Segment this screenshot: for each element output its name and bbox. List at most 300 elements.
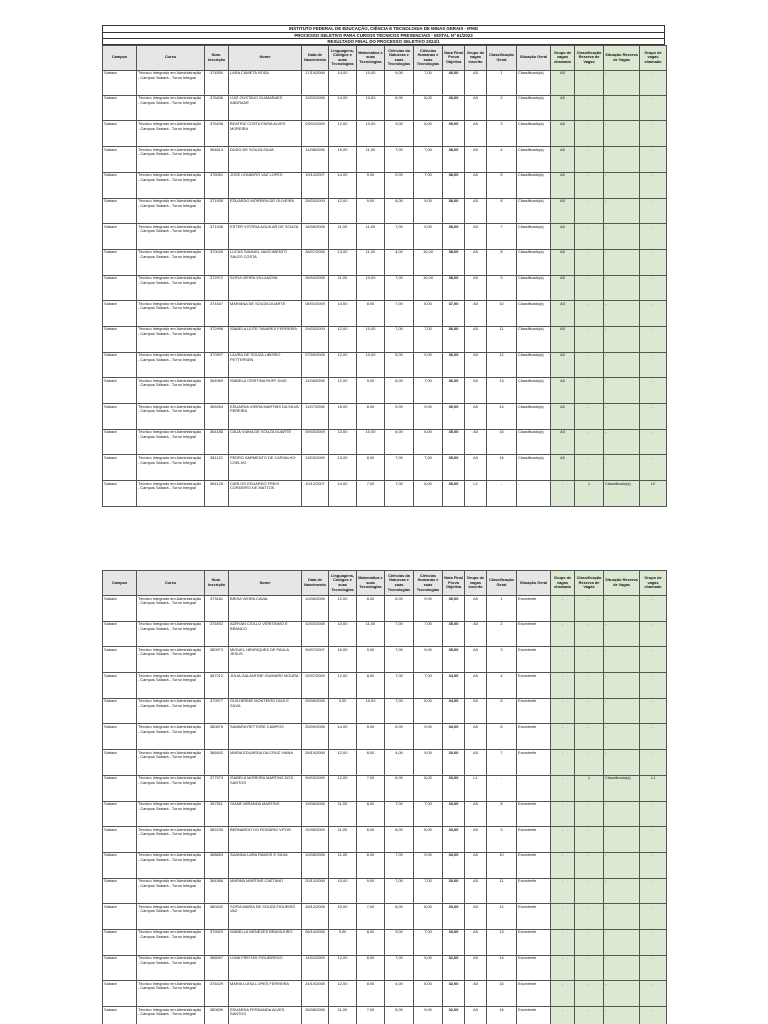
cell-campus: Sabará: [103, 198, 137, 224]
cell-general-status: Excedente: [517, 904, 551, 930]
cell-reserve-status: -: [604, 698, 640, 724]
cell-registration-number: 372998: [205, 326, 229, 352]
cell-course: Técnico Integrado em Administração - Campus Sabará - Turno Integral: [137, 70, 205, 95]
cell-score-math: 8,00: [357, 455, 385, 481]
cell-birth-date: 11/06/2008: [302, 378, 329, 404]
cell-score-languages: 11,00: [329, 801, 357, 827]
cell-birth-date: 28/07/2008: [302, 249, 329, 275]
cell-registration-number: 364128: [205, 481, 229, 507]
cell-group-called: -: [551, 673, 575, 699]
cell-score-natural-sciences: 7,00: [385, 481, 414, 507]
cell-group-enrolled: A0: [465, 724, 487, 750]
results-table-1: [102, 45, 667, 507]
cell-course: Técnico Integrado em Administração - Campus Sabará - Turno Integral: [137, 1007, 205, 1024]
cell-group-enrolled: A0: [465, 904, 487, 930]
cell-general-rank: -: [487, 775, 517, 801]
cell-score-math: 8,00: [357, 673, 385, 699]
cell-name: EDUARDO MOREIRA DE OLIVEIRA: [229, 198, 302, 224]
cell-reserve-group-called: -: [640, 301, 667, 327]
cell-group-enrolled: A0: [465, 827, 487, 853]
cell-score-languages: 9,00: [329, 929, 357, 955]
cell-registration-number: 380432: [205, 904, 229, 930]
cell-campus: Sabará: [103, 147, 137, 173]
cell-registration-number: 371935: [205, 198, 229, 224]
cell-registration-number: 367212: [205, 673, 229, 699]
cell-general-status: Classificado(a): [517, 172, 551, 198]
cell-course: Técnico Integrado em Administração - Campus Sabará - Turno Integral: [137, 955, 205, 981]
cell-reserve-group-called: -: [640, 198, 667, 224]
cell-birth-date: 09/03/2009: [302, 775, 329, 801]
cell-score-math: 8,00: [357, 929, 385, 955]
cell-campus: Sabará: [103, 904, 137, 930]
cell-group-enrolled: L1: [465, 775, 487, 801]
cell-score-natural-sciences: 8,00: [385, 198, 414, 224]
cell-reserve-group-called: -: [640, 275, 667, 301]
table-header: [103, 571, 667, 596]
cell-registration-number: 364969: [205, 378, 229, 404]
cell-final-score: 32,00: [443, 1007, 465, 1024]
cell-general-rank: 15: [487, 981, 517, 1007]
cell-group-enrolled: A0: [465, 70, 487, 95]
cell-name: ISABELLA MENEZES BRASILEIRO: [229, 929, 302, 955]
table-row: [103, 904, 667, 930]
cell-registration-number: 370907: [205, 352, 229, 378]
table-row: [103, 378, 667, 404]
cell-reserve-status: -: [604, 955, 640, 981]
cell-birth-date: 29/03/2009: [302, 326, 329, 352]
cell-final-score: 34,00: [443, 698, 465, 724]
table-row: [103, 698, 667, 724]
cell-final-score: 33,00: [443, 852, 465, 878]
cell-group-enrolled: A0: [465, 981, 487, 1007]
cell-general-rank: 2: [487, 621, 517, 647]
cell-score-natural-sciences: 7,00: [385, 955, 414, 981]
cell-name: MARIANA DE SOUZA DUARTE: [229, 301, 302, 327]
cell-registration-number: 372972: [205, 275, 229, 301]
cell-final-score: 33,00: [443, 929, 465, 955]
cell-general-status: Excedente: [517, 878, 551, 904]
header-reserve-status: Situação Reserva de Vagas: [604, 45, 640, 70]
cell-score-natural-sciences: 7,00: [385, 301, 414, 327]
cell-score-math: 8,00: [357, 981, 385, 1007]
cell-reserve-rank: -: [575, 596, 604, 622]
cell-birth-date: 10/02/2008: [302, 621, 329, 647]
cell-score-natural-sciences: 7,00: [385, 698, 414, 724]
cell-group-called: -: [551, 827, 575, 853]
cell-general-status: -: [517, 775, 551, 801]
cell-final-score: 35,00: [443, 455, 465, 481]
cell-reserve-rank: -: [575, 429, 604, 455]
cell-course: Técnico Integrado em Administração - Campus Sabará - Turno Integral: [137, 852, 205, 878]
cell-reserve-group-called: -: [640, 904, 667, 930]
table-row: [103, 878, 667, 904]
cell-final-score: 32,00: [443, 955, 465, 981]
cell-score-human-sciences: 9,00: [414, 596, 443, 622]
cell-campus: Sabará: [103, 172, 137, 198]
cell-group-called: -: [551, 878, 575, 904]
cell-general-rank: -: [487, 481, 517, 507]
cell-campus: Sabará: [103, 224, 137, 250]
cell-final-score: 36,00: [443, 378, 465, 404]
cell-reserve-status: -: [604, 673, 640, 699]
cell-campus: Sabará: [103, 249, 137, 275]
cell-reserve-status: -: [604, 852, 640, 878]
cell-registration-number: 379929: [205, 929, 229, 955]
cell-course: Técnico Integrado em Administração - Campus Sabará - Turno Integral: [137, 326, 205, 352]
cell-score-human-sciences: 7,00: [414, 878, 443, 904]
cell-score-natural-sciences: 7,00: [385, 147, 414, 173]
cell-registration-number: 367511: [205, 801, 229, 827]
cell-general-status: Classificado(a): [517, 275, 551, 301]
cell-reserve-group-called: L1: [640, 775, 667, 801]
cell-campus: Sabará: [103, 1007, 137, 1024]
cell-score-human-sciences: 7,00: [414, 801, 443, 827]
cell-score-human-sciences: 9,00: [414, 852, 443, 878]
cell-group-enrolled: A0: [465, 750, 487, 776]
cell-final-score: 40,00: [443, 95, 465, 121]
cell-general-rank: 9: [487, 827, 517, 853]
cell-name: JÚLIA GALANTINE GUIMARD MOURA: [229, 673, 302, 699]
cell-birth-date: 09/07/2007: [302, 647, 329, 673]
cell-campus: Sabará: [103, 352, 137, 378]
cell-final-score: 38,00: [443, 275, 465, 301]
cell-group-enrolled: A0: [465, 378, 487, 404]
cell-name: SUANNA LARA RAMOS E SILVA: [229, 852, 302, 878]
cell-group-called: -: [551, 981, 575, 1007]
cell-name: MARINA MARTINS CAETANO: [229, 878, 302, 904]
cell-name: LUIZ GUSTAVO GUIMARAES ANDRADE: [229, 95, 302, 121]
cell-group-called: A0: [551, 326, 575, 352]
cell-general-rank: 6: [487, 724, 517, 750]
cell-final-score: 32,00: [443, 981, 465, 1007]
cell-name: MIGUEL HENRIQUES DE PAULA JESUS: [229, 647, 302, 673]
cell-reserve-rank: -: [575, 750, 604, 776]
cell-reserve-group-called: -: [640, 878, 667, 904]
cell-name: SOFIA MARIA DE SOUZA FIGUEIRÓ VAZ: [229, 904, 302, 930]
cell-score-languages: 12,00: [329, 198, 357, 224]
cell-reserve-rank: -: [575, 827, 604, 853]
table-row: [103, 429, 667, 455]
cell-reserve-rank: -: [575, 801, 604, 827]
table-row: [103, 955, 667, 981]
cell-reserve-group-called: -: [640, 249, 667, 275]
cell-name: LUCAS SAMUEL NASCIMENTO SALES COSTA: [229, 249, 302, 275]
cell-group-enrolled: A0: [465, 852, 487, 878]
cell-general-rank: 1: [487, 596, 517, 622]
cell-score-languages: 11,00: [329, 1007, 357, 1024]
cell-course: Técnico Integrado em Administração - Campus Sabará - Turno Integral: [137, 775, 205, 801]
cell-reserve-status: -: [604, 647, 640, 673]
header-reserve-rank: Classificação Reserva de Vagas: [575, 45, 604, 70]
header-group-enrolled: Grupo de vagas inscrito: [465, 571, 487, 596]
cell-general-rank: 11: [487, 878, 517, 904]
cell-score-natural-sciences: 7,00: [385, 647, 414, 673]
cell-registration-number: 370049: [205, 249, 229, 275]
cell-general-rank: 10: [487, 852, 517, 878]
cell-course: Técnico Integrado em Administração - Campus Sabará - Turno Integral: [137, 647, 205, 673]
cell-campus: Sabará: [103, 673, 137, 699]
cell-name: ISABELA CRISTINA RUFF DIAS: [229, 378, 302, 404]
cell-final-score: 33,00: [443, 904, 465, 930]
cell-general-status: Classificado(a): [517, 301, 551, 327]
cell-campus: Sabará: [103, 852, 137, 878]
cell-score-human-sciences: 9,00: [414, 1007, 443, 1024]
cell-group-enrolled: A0: [465, 698, 487, 724]
cell-registration-number: 377973: [205, 775, 229, 801]
cell-registration-number: 370977: [205, 698, 229, 724]
cell-score-languages: 10,00: [329, 647, 357, 673]
cell-score-natural-sciences: 7,00: [385, 878, 414, 904]
cell-general-rank: 12: [487, 904, 517, 930]
cell-reserve-group-called: -: [640, 378, 667, 404]
cell-group-enrolled: A0: [465, 224, 487, 250]
cell-group-called: -: [551, 698, 575, 724]
cell-birth-date: 11/08/2008: [302, 147, 329, 173]
cell-score-natural-sciences: 5,00: [385, 352, 414, 378]
cell-registration-number: 376406: [205, 95, 229, 121]
cell-general-status: Excedente: [517, 929, 551, 955]
cell-score-math: 10,00: [357, 326, 385, 352]
cell-score-math: 11,00: [357, 249, 385, 275]
cell-name: MARIA EDUARDA DA CRUZ VIANA: [229, 750, 302, 776]
cell-reserve-status: -: [604, 621, 640, 647]
cell-reserve-status: -: [604, 224, 640, 250]
cell-registration-number: 364613: [205, 147, 229, 173]
cell-group-called: A0: [551, 301, 575, 327]
cell-reserve-group-called: -: [640, 429, 667, 455]
cell-score-languages: 11,00: [329, 224, 357, 250]
cell-general-rank: 13: [487, 929, 517, 955]
cell-reserve-group-called: L2: [640, 481, 667, 507]
cell-group-enrolled: A0: [465, 1007, 487, 1024]
cell-name: CAUÃ VIANA DE SOUZA DUARTE: [229, 429, 302, 455]
cell-general-rank: 13: [487, 378, 517, 404]
cell-score-languages: 15,00: [329, 404, 357, 430]
cell-campus: Sabará: [103, 878, 137, 904]
cell-score-languages: 11,00: [329, 827, 357, 853]
cell-registration-number: 380973: [205, 647, 229, 673]
cell-score-math: 10,00: [357, 121, 385, 147]
header-score-human-sciences: Ciências Humanas e suas Tecnologias: [414, 571, 443, 596]
cell-reserve-rank: -: [575, 955, 604, 981]
cell-group-called: -: [551, 596, 575, 622]
cell-campus: Sabará: [103, 647, 137, 673]
cell-score-languages: 10,00: [329, 904, 357, 930]
cell-score-math: 8,00: [357, 955, 385, 981]
header-registration-number: Núm. Inscrição: [205, 571, 229, 596]
cell-score-math: 10,00: [357, 275, 385, 301]
cell-course: Técnico Integrado em Administração - Campus Sabará - Turno Integral: [137, 801, 205, 827]
header-group-enrolled: Grupo de vagas inscrito: [465, 45, 487, 70]
cell-score-human-sciences: 8,00: [414, 301, 443, 327]
cell-name: DUDO DE SOUZA SILVA: [229, 147, 302, 173]
header-general-rank: Classificação Geral: [487, 571, 517, 596]
cell-birth-date: 20/12/2008: [302, 878, 329, 904]
cell-final-score: 39,00: [443, 121, 465, 147]
cell-score-human-sciences: 6,00: [414, 429, 443, 455]
cell-reserve-group-called: -: [640, 224, 667, 250]
cell-course: Técnico Integrado em Administração - Campus Sabará - Turno Integral: [137, 481, 205, 507]
cell-score-math: 9,00: [357, 172, 385, 198]
table-row: [103, 249, 667, 275]
cell-reserve-group-called: -: [640, 852, 667, 878]
cell-group-called: A0: [551, 95, 575, 121]
cell-general-status: Excedente: [517, 647, 551, 673]
cell-score-languages: 10,00: [329, 621, 357, 647]
cell-registration-number: 375438: [205, 121, 229, 147]
cell-name: BRISA VIEIRA CAVAL: [229, 596, 302, 622]
cell-reserve-group-called: -: [640, 352, 667, 378]
cell-campus: Sabará: [103, 429, 137, 455]
cell-course: Técnico Integrado em Administração - Campus Sabará - Turno Integral: [137, 981, 205, 1007]
table-row: [103, 827, 667, 853]
cell-registration-number: 364188: [205, 429, 229, 455]
cell-general-status: Excedente: [517, 827, 551, 853]
header-score-languages: Linguagens, Códigos e suas Tecnologias: [329, 571, 357, 596]
table-row: [103, 198, 667, 224]
cell-score-natural-sciences: 9,00: [385, 70, 414, 95]
cell-general-rank: 8: [487, 801, 517, 827]
cell-score-natural-sciences: 8,00: [385, 827, 414, 853]
cell-reserve-rank: -: [575, 224, 604, 250]
cell-general-status: Excedente: [517, 698, 551, 724]
cell-name: BERNARDO DO ROSÁRIO VITOR: [229, 827, 302, 853]
cell-course: Técnico Integrado em Administração - Campus Sabará - Turno Integral: [137, 198, 205, 224]
cell-general-rank: 6: [487, 198, 517, 224]
cell-group-called: A0: [551, 70, 575, 95]
cell-reserve-rank: -: [575, 404, 604, 430]
cell-group-enrolled: A0: [465, 147, 487, 173]
cell-campus: Sabará: [103, 481, 137, 507]
header-course: Curso: [137, 45, 205, 70]
cell-campus: Sabará: [103, 378, 137, 404]
cell-general-rank: 8: [487, 249, 517, 275]
cell-birth-date: 09/06/2008: [302, 698, 329, 724]
cell-campus: Sabará: [103, 275, 137, 301]
cell-name: PEDRO SARMENTO DE CARVALHO COELHO: [229, 455, 302, 481]
cell-score-natural-sciences: 8,00: [385, 378, 414, 404]
cell-registration-number: 380639: [205, 1007, 229, 1024]
cell-group-enrolled: A0: [465, 955, 487, 981]
cell-course: Técnico Integrado em Administração - Campus Sabará - Turno Integral: [137, 378, 205, 404]
cell-reserve-status: -: [604, 981, 640, 1007]
cell-score-languages: 13,00: [329, 429, 357, 455]
cell-registration-number: 373181: [205, 596, 229, 622]
cell-general-status: Classificado(a): [517, 95, 551, 121]
cell-course: Técnico Integrado em Administração - Campus Sabará - Turno Integral: [137, 301, 205, 327]
cell-name: ISABELA MOREIRA MARTINS DOS SANTOS: [229, 775, 302, 801]
cell-final-score: 35,00: [443, 621, 465, 647]
cell-score-languages: 13,00: [329, 455, 357, 481]
cell-reserve-status: -: [604, 326, 640, 352]
cell-campus: Sabará: [103, 698, 137, 724]
header-name: Nome: [229, 45, 302, 70]
cell-score-human-sciences: 7,00: [414, 621, 443, 647]
cell-reserve-status: -: [604, 70, 640, 95]
cell-reserve-group-called: -: [640, 121, 667, 147]
cell-name: GIANE MIRANDA MARTINS: [229, 801, 302, 827]
table-row: [103, 621, 667, 647]
cell-general-status: Classificado(a): [517, 378, 551, 404]
cell-birth-date: 17/10/2008: [302, 70, 329, 95]
cell-reserve-rank: -: [575, 95, 604, 121]
cell-general-status: Classificado(a): [517, 326, 551, 352]
table-row: [103, 70, 667, 95]
cell-general-status: Classificado(a): [517, 455, 551, 481]
table-row: [103, 404, 667, 430]
cell-campus: Sabará: [103, 981, 137, 1007]
cell-course: Técnico Integrado em Administração - Campus Sabará - Turno Integral: [137, 621, 205, 647]
cell-birth-date: 05/04/2008: [302, 275, 329, 301]
cell-general-status: Classificado(a): [517, 147, 551, 173]
cell-general-status: Excedente: [517, 724, 551, 750]
table-row: [103, 147, 667, 173]
cell-score-math: 10,00: [357, 698, 385, 724]
cell-final-score: 33,00: [443, 827, 465, 853]
cell-group-enrolled: A0: [465, 326, 487, 352]
institution-title: INSTITUTO FEDERAL DE EDUCAÇÃO, CIÊNCIA E TECNOLOGIA DE MINAS GERAIS - IFMG: [102, 25, 665, 32]
cell-final-score: 33,00: [443, 775, 465, 801]
cell-score-languages: 9,00: [329, 698, 357, 724]
cell-birth-date: 13/03/2009: [302, 455, 329, 481]
cell-score-human-sciences: 8,00: [414, 95, 443, 121]
cell-birth-date: 03/01/2009: [302, 121, 329, 147]
cell-course: Técnico Integrado em Administração - Campus Sabará - Turno Integral: [137, 904, 205, 930]
cell-group-called: A0: [551, 198, 575, 224]
cell-score-natural-sciences: 7,00: [385, 326, 414, 352]
cell-general-rank: 12: [487, 352, 517, 378]
cell-score-languages: 12,00: [329, 352, 357, 378]
cell-reserve-status: -: [604, 352, 640, 378]
cell-reserve-group-called: -: [640, 326, 667, 352]
cell-group-called: -: [551, 724, 575, 750]
cell-reserve-rank: -: [575, 455, 604, 481]
cell-course: Técnico Integrado em Administração - Campus Sabará - Turno Integral: [137, 404, 205, 430]
table-row: [103, 326, 667, 352]
cell-score-languages: 12,00: [329, 955, 357, 981]
cell-score-human-sciences: 9,00: [414, 750, 443, 776]
cell-group-enrolled: A0: [465, 249, 487, 275]
cell-reserve-rank: -: [575, 929, 604, 955]
cell-course: Técnico Integrado em Administração - Campus Sabará - Turno Integral: [137, 147, 205, 173]
cell-birth-date: 19/12/2007: [302, 172, 329, 198]
results-table-2: [102, 570, 667, 1024]
cell-registration-number: 374550: [205, 70, 229, 95]
cell-final-score: 33,00: [443, 750, 465, 776]
cell-general-rank: 5: [487, 698, 517, 724]
cell-general-rank: 4: [487, 673, 517, 699]
cell-score-math: 8,00: [357, 596, 385, 622]
header-general-rank: Classificação Geral: [487, 45, 517, 70]
cell-birth-date: 10/12/2007: [302, 481, 329, 507]
cell-reserve-rank: -: [575, 121, 604, 147]
cell-final-score: 36,00: [443, 326, 465, 352]
cell-score-math: 7,00: [357, 481, 385, 507]
table-row: [103, 481, 667, 507]
cell-score-natural-sciences: 7,00: [385, 852, 414, 878]
header-score-math: Matemática e suas Tecnologias: [357, 571, 385, 596]
cell-reserve-rank: -: [575, 249, 604, 275]
cell-general-rank: 4: [487, 147, 517, 173]
cell-group-enrolled: A0: [465, 172, 487, 198]
cell-score-natural-sciences: 6,00: [385, 775, 414, 801]
cell-group-called: -: [551, 1007, 575, 1024]
header-score-human-sciences: Ciências Humanas e suas Tecnologias: [414, 45, 443, 70]
cell-general-rank: 3: [487, 121, 517, 147]
cell-score-human-sciences: 9,00: [414, 404, 443, 430]
cell-score-natural-sciences: 6,00: [385, 596, 414, 622]
cell-final-score: 38,00: [443, 224, 465, 250]
